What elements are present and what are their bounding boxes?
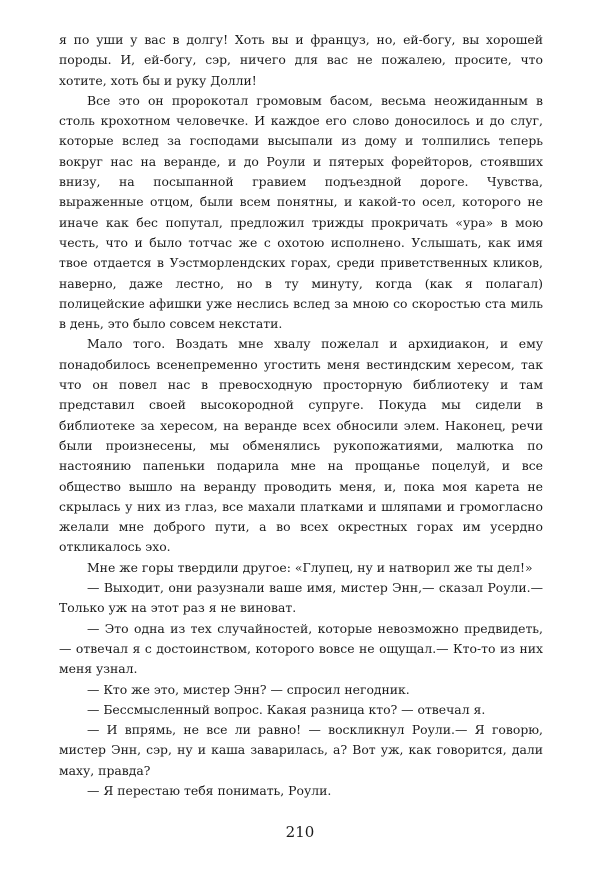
page-number: 210 bbox=[285, 823, 315, 841]
dialogue-line-anne-1: — Это одна из тех случайностей, которые невозможно предвидеть,— отвечал я с достоинством, которого вовсе не ощущал.— Кто-то из них меня узнал. bbox=[59, 620, 543, 677]
dialogue-line-anne-2: — Бессмысленный вопрос. Какая разница кто? — отвечал я. bbox=[87, 701, 486, 717]
book-page-text bbox=[59, 30, 543, 801]
paragraph-narration-roar: Все это он пророкотал громовым басом, весьма неожиданным в столь крохотном человечке. И каждое его слово доносилось и до слуг, которые вслед за господами высыпали из дому и толпились теперь вокруг нас на веранде, и до Роули и пятерых форейторов, стоявших внизу, на посыпанной гравием подъездной дороге. Чувства, выраженные отцом, были всем понятны, и какой-то осел, которого не иначе как бес попутал, предложил трижды прокричать «ура» в мою честь, что и было тотчас же с охотою исполнено. Услышать, как имя твое отдается в Уэстморлендских горах, среди приветственных кликов, наверно, даже лестно, но в ту минуту, когда (как я полагал) полицейские афишки уже неслись вслед за мною со скоростью ста миль в день, это было совсем некстати. bbox=[59, 92, 543, 332]
dialogue-line-rowley-1: — Выходит, они разузнали ваше имя, мистер Энн,— сказал Роули.— Только уж на этот раз я не виноват. bbox=[59, 580, 543, 616]
dialogue-line-rowley-2: — Кто же это, мистер Энн? — спросил негодник. bbox=[87, 681, 410, 697]
dialogue-line-anne-3: — Я перестаю тебя понимать, Роули. bbox=[87, 782, 332, 798]
paragraph-mountains: Мне же горы твердили другое: «Глупец, ну и натворил же ты дел!» bbox=[87, 559, 533, 575]
dialogue-line-rowley-3: — И впрямь, не все ли равно! — воскликнул Роули.— Я говорю, мистер Энн, сэр, ну и каша заварилась, а? Вот уж, как говорится, дали маху, правда? bbox=[59, 722, 543, 778]
paragraph-narration-archdeacon: Мало того. Воздать мне хвалу пожелал и архидиакон, и ему понадобилось всенепременно угостить меня вестиндским хересом, так что он повел нас в превосходную просторную библиотеку и там представил своей высокородной супруге. Покуда мы сидели в библиотеке за хересом, на веранде всех обносили элем. Наконец, речи были произнесены, мы обменялись рукопожатиями, малютка по настоянию папеньки подарила мне на прощанье поцелуй, и все общество вышло на веранду проводить меня, и, пока моя карета не скрылась у них из глаз, все махали платками и шляпами и громогласно желали мне доброго пути, а во всех окрестных горах им усердно откликалось эхо. bbox=[59, 336, 543, 555]
paragraph-continuation: я по уши у вас в долгу! Хоть вы и француз, но, ей-богу, вы хорошей породы. И, ей-богу, сэр, ничего для вас не пожалею, просите, что хотите, хоть бы и руку Долли! bbox=[59, 32, 543, 88]
